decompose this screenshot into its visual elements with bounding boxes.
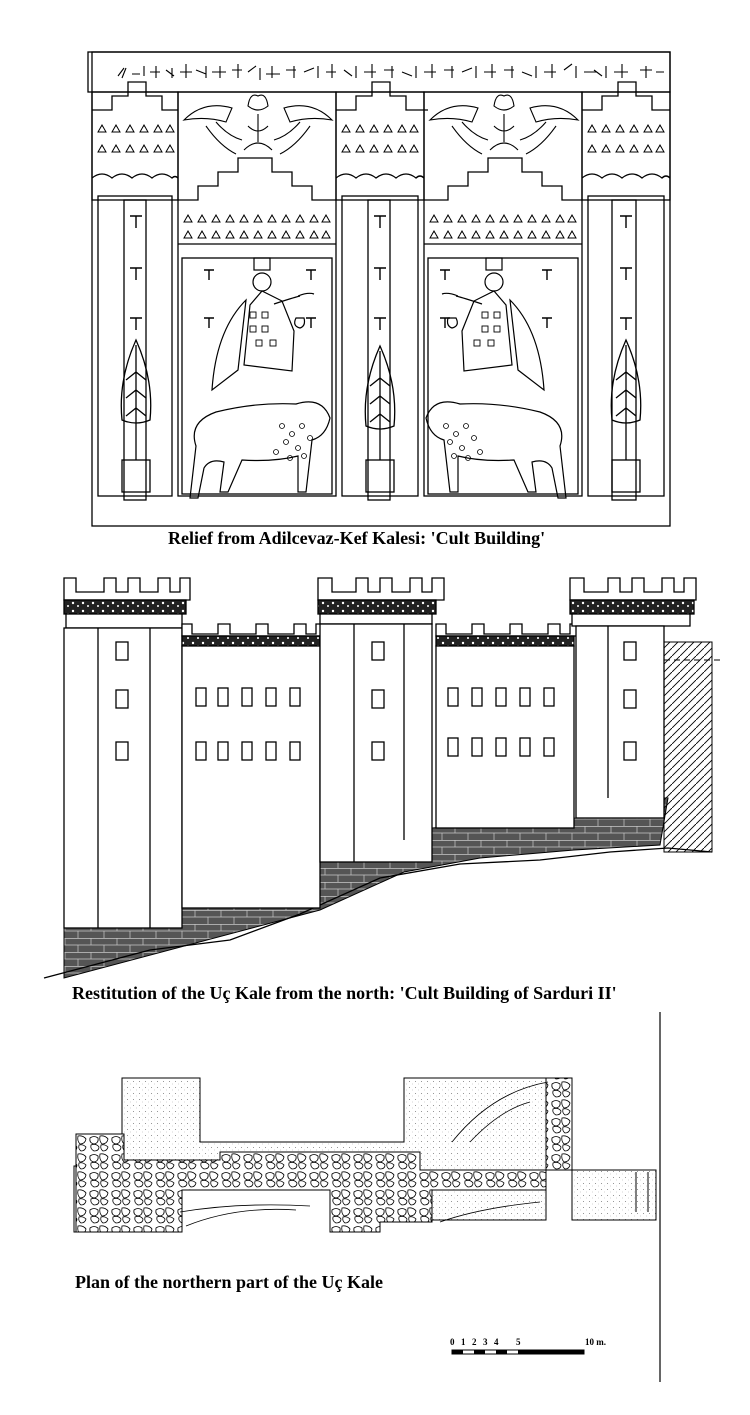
scale-tick-4: 4 <box>494 1337 499 1347</box>
caption-plan: Plan of the northern part of the Uç Kale <box>75 1272 383 1292</box>
relief-frame <box>92 52 670 526</box>
scale-tick-1: 1 <box>461 1337 466 1347</box>
scale-tick-5: 5 <box>516 1337 521 1347</box>
tower-left <box>64 578 190 928</box>
restitution-elevation <box>0 565 750 985</box>
scale-tick-3: 3 <box>483 1337 488 1347</box>
winged-genii-left <box>184 95 332 154</box>
t-motifs <box>130 216 632 330</box>
pilaster-left <box>92 82 178 500</box>
winged-genii-right <box>430 95 578 154</box>
masonry-pier <box>546 1078 572 1170</box>
section-hatch <box>664 642 712 852</box>
relief-panel-right <box>424 92 582 496</box>
deity-on-lion-right <box>426 258 566 498</box>
cuneiform-band <box>88 52 670 92</box>
deity-on-lion-left <box>190 258 330 498</box>
caption-restitution: Restitution of the Uç Kale from the north: 'Cult Building of Sarduri II' <box>72 983 617 1003</box>
scale-tick-10: 10 m. <box>585 1337 606 1347</box>
cuneiform-inscription <box>118 64 664 80</box>
caption-relief: Relief from Adilcevaz-Kef Kalesi: 'Cult Building' <box>168 528 546 548</box>
plan-drawing <box>0 1010 750 1410</box>
curtain-wall-left <box>182 624 328 908</box>
triangle-frieze <box>98 125 664 238</box>
relief-drawing <box>0 40 750 530</box>
tower-middle <box>318 578 444 862</box>
curtain-wall-right <box>436 624 582 828</box>
scale-bar <box>450 1337 606 1354</box>
scale-tick-2: 2 <box>472 1337 477 1347</box>
scale-tick-0: 0 <box>450 1337 455 1347</box>
